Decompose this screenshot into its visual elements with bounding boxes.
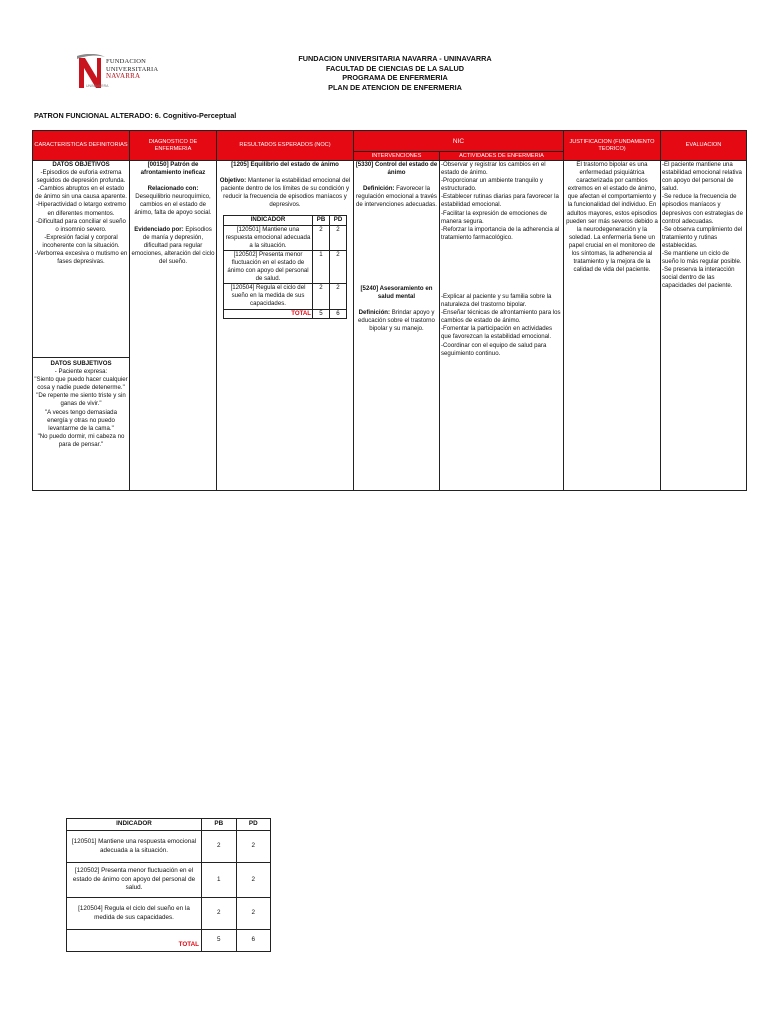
intervencion-2-def-label: Definición: xyxy=(358,309,391,317)
big-pb: 1 xyxy=(202,863,237,898)
objetivo-text: Mantener la estabilidad emocional del paciente dentro de los límites de su condición y reducir la frecuencia de episodios maníacos y depresivos. xyxy=(220,177,351,209)
big-ind: [120502] Presenta menor fluctuación en el estado de ánimo con apoyo del personal de salud. xyxy=(67,863,202,898)
mini-h-pd: PD xyxy=(330,216,347,225)
evidenciado-label: Evidenciado por: xyxy=(134,225,184,233)
mini-pb: 2 xyxy=(313,225,330,250)
header-line-3: PROGRAMA DE ENFERMERIA xyxy=(342,73,448,82)
mini-pd: 2 xyxy=(330,284,347,309)
indicator-table-large xyxy=(66,818,271,952)
mini-total-label: TOTAL xyxy=(224,309,313,318)
evaluacion-item: -Se observa cumplimiento del tratamiento y rutinas establecidas. xyxy=(662,225,743,249)
actividad-item: -Explicar al paciente y su familia sobre la naturaleza del trastorno bipolar. xyxy=(441,293,552,309)
big-ind: [120504] Regula el ciclo del sueño en la medida de sus capacidades. xyxy=(67,898,202,930)
cell-intervenciones xyxy=(354,161,440,491)
big-ind: [120501] Mantiene una respuesta emocional adecuada a la situación. xyxy=(67,831,202,863)
big-pd: 2 xyxy=(236,831,271,863)
mini-ind: [120501] Mantiene una respuesta emocional adecuada a la situación. xyxy=(224,225,313,250)
datos-subjetivos-title: DATOS SUBJETIVOS xyxy=(50,360,112,367)
logo-text xyxy=(106,58,158,81)
cell-justificacion xyxy=(564,161,661,491)
evaluacion-item: -Se preserva la interacción social dentro de las capacidades del paciente. xyxy=(662,266,735,290)
objetivo-label: Objetivo: xyxy=(219,177,247,185)
university-logo xyxy=(76,54,166,94)
big-total-label: TOTAL xyxy=(67,930,202,952)
relacionado-text: Desequilibrio neuroquímico, cambios en el estado de ánimo, falta de apoyo social. xyxy=(134,193,212,217)
indicator-mini-table xyxy=(223,215,347,318)
mini-pb: 2 xyxy=(313,284,330,309)
relacionado-label: Relacionado con: xyxy=(147,185,199,193)
col-nic: NIC xyxy=(354,131,564,152)
logo-line1: FUNDACION xyxy=(106,58,147,65)
subj-item: "Siento que puedo hacer cualquier cosa y nadie puede detenerme." xyxy=(34,376,128,392)
cell-diagnostico xyxy=(130,161,217,491)
logo-line2: UNIVERSITARIA xyxy=(106,65,159,73)
col-evaluacion: EVALUACION xyxy=(661,131,747,161)
obj-item: -Episodios de euforia extrema seguidos de depresión profunda. xyxy=(36,169,126,185)
big-h-ind: INDICADOR xyxy=(67,819,202,831)
col-caracteristicas: CARACTERISTICAS DEFINITORIAS xyxy=(33,131,130,161)
mini-pd: 2 xyxy=(330,225,347,250)
mini-total-pd: 6 xyxy=(330,309,347,318)
datos-objetivos-title: DATOS OBJETIVOS xyxy=(52,161,110,168)
logo-line3: NAVARRA xyxy=(106,72,141,80)
obj-item: -Cambios abruptos en el estado de ánimo sin una causa aparente. xyxy=(35,185,127,201)
mini-ind: [120502] Presenta menor fluctuación en el estado de ánimo con apoyo del personal de salud. xyxy=(224,250,313,283)
cell-actividades xyxy=(440,161,564,491)
big-h-pd: PD xyxy=(236,819,271,831)
evidenciado-text: Episodios de manía y depresión, dificultad para regular emociones, alteración del ciclo del sueño. xyxy=(131,225,215,265)
mini-total-pb: 5 xyxy=(313,309,330,318)
obj-item: -Dificultad para conciliar el sueño o insomnio severo. xyxy=(36,217,126,233)
col-resultados: RESULTADOS ESPERADOS (NOC) xyxy=(217,131,354,161)
header-line-4: PLAN DE ATENCION DE ENFERMERIA xyxy=(328,82,462,92)
actividad-item: -Proporcionar un ambiente tranquilo y estructurado. xyxy=(441,177,543,193)
big-pd: 2 xyxy=(236,898,271,930)
patron-title: PATRON FUNCIONAL ALTERADO: 6. Cognitivo-Perceptual xyxy=(34,111,237,120)
header-line-2: FACULTAD DE CIENCIAS DE LA SALUD xyxy=(325,63,465,73)
resultados-title: [1205] Equilibrio del estado de ánimo xyxy=(231,161,339,168)
actividad-item: -Facilitar la expresión de emociones de manera segura. xyxy=(441,209,548,225)
mini-ind: [120504] Regula el ciclo del sueño en la medida de sus capacidades. xyxy=(224,284,313,309)
intervencion-1-def-label: Definición: xyxy=(362,185,395,193)
justificacion-text: El trastorno bipolar es una enfermedad psiquiátrica caracterizada por cambios extremos en el estado de ánimo, que afectan el comportamiento y la funcionalidad del individuo. En adultos mayores, estos episodios pueden ser más severos debido a la neurodegeneración y la soledad. La enfermería tiene un papel crucial en el monitoreo de los síntomas, la adherencia al tratamiento y la mejora de la calidad de vida del paciente. xyxy=(566,161,658,274)
mini-pd: 2 xyxy=(330,250,347,283)
evaluacion-item: -Se mantiene un ciclo de sueño lo más regular posible. xyxy=(662,250,742,266)
actividad-item: -Fomentar la participación en actividades que favorezcan la estabilidad emocional. xyxy=(441,325,553,341)
big-total-pd: 6 xyxy=(236,930,271,952)
big-h-pb: PB xyxy=(202,819,237,831)
actividad-item: -Establecer rutinas diarias para favorecer la estabilidad emocional. xyxy=(441,193,559,209)
cell-caracteristicas xyxy=(33,161,130,491)
col-justificacion: JUSTIFICACION (FUNDAMENTO TEORICO) xyxy=(564,131,661,161)
actividad-item: -Reforzar la importancia de la adherencia al tratamiento farmacológico. xyxy=(441,225,560,241)
subj-item: - Paciente expresa: xyxy=(54,368,108,376)
col-actividades: ACTIVIDADES DE ENFERMERIA xyxy=(440,152,564,161)
subj-item: "De repente me siento triste y sin ganas de vivir." xyxy=(36,392,126,408)
cell-evaluacion xyxy=(661,161,747,491)
actividad-item: -Coordinar con el equipo de salud para seguimiento continuo. xyxy=(441,341,547,357)
big-total-pb: 5 xyxy=(202,930,237,952)
intervencion-2-title: [5240] Asesoramiento en salud mental xyxy=(360,285,433,301)
big-pd: 2 xyxy=(236,863,271,898)
cell-resultados xyxy=(217,161,354,491)
logo-subtext: UNINAVARRA xyxy=(86,84,109,88)
intervencion-1-title: [5330] Control del estado de ánimo xyxy=(355,161,438,177)
mini-h-pb: PB xyxy=(313,216,330,225)
diagnostico-title: [00150] Patrón de afrontamiento ineficaz xyxy=(140,161,206,177)
subj-item: "No puedo dormir, mi cabeza no para de pensar." xyxy=(37,432,125,448)
col-intervenciones: INTERVENCIONES xyxy=(354,152,440,161)
intervencion-1-def: Favorecer la regulación emocional a través de intervenciones adecuadas. xyxy=(356,185,437,209)
header-line-1: FUNDACION UNIVERSITARIA NAVARRA - UNINAVARRA xyxy=(298,54,492,63)
obj-item: -Hiperactividad o letargo extremo en diferentes momentos. xyxy=(36,201,126,217)
document-header xyxy=(250,54,540,92)
big-pb: 2 xyxy=(202,898,237,930)
care-plan-table xyxy=(32,130,747,491)
intervencion-2-def: Brindar apoyo y educación sobre el trastorno bipolar y su manejo. xyxy=(358,309,435,333)
mini-pb: 1 xyxy=(313,250,330,283)
obj-item: -Expresión facial y corporal incoherente con la situación. xyxy=(42,233,120,249)
mini-h-ind: INDICADOR xyxy=(224,216,313,225)
col-diagnostico: DIAGNOSTICO DE ENFERMERIA xyxy=(130,131,217,161)
obj-item: -Verborrea excesiva o mutismo en fases depresivas. xyxy=(34,250,128,266)
subj-item: "A veces tengo demasiada energía y otras no puedo levantarme de la cama." xyxy=(45,408,117,432)
big-pb: 2 xyxy=(202,831,237,863)
evaluacion-item: -Se reduce la frecuencia de episodios maníacos y depresivos con estrategias de control adecuadas. xyxy=(662,193,743,225)
actividad-item: -Enseñar técnicas de afrontamiento para los cambios de estado de ánimo. xyxy=(441,309,561,325)
actividad-item: -Observar y registrar los cambios en el estado de ánimo. xyxy=(441,161,546,177)
evaluacion-item: -El paciente mantiene una estabilidad emocional relativa con apoyo del personal de salud. xyxy=(662,161,742,193)
